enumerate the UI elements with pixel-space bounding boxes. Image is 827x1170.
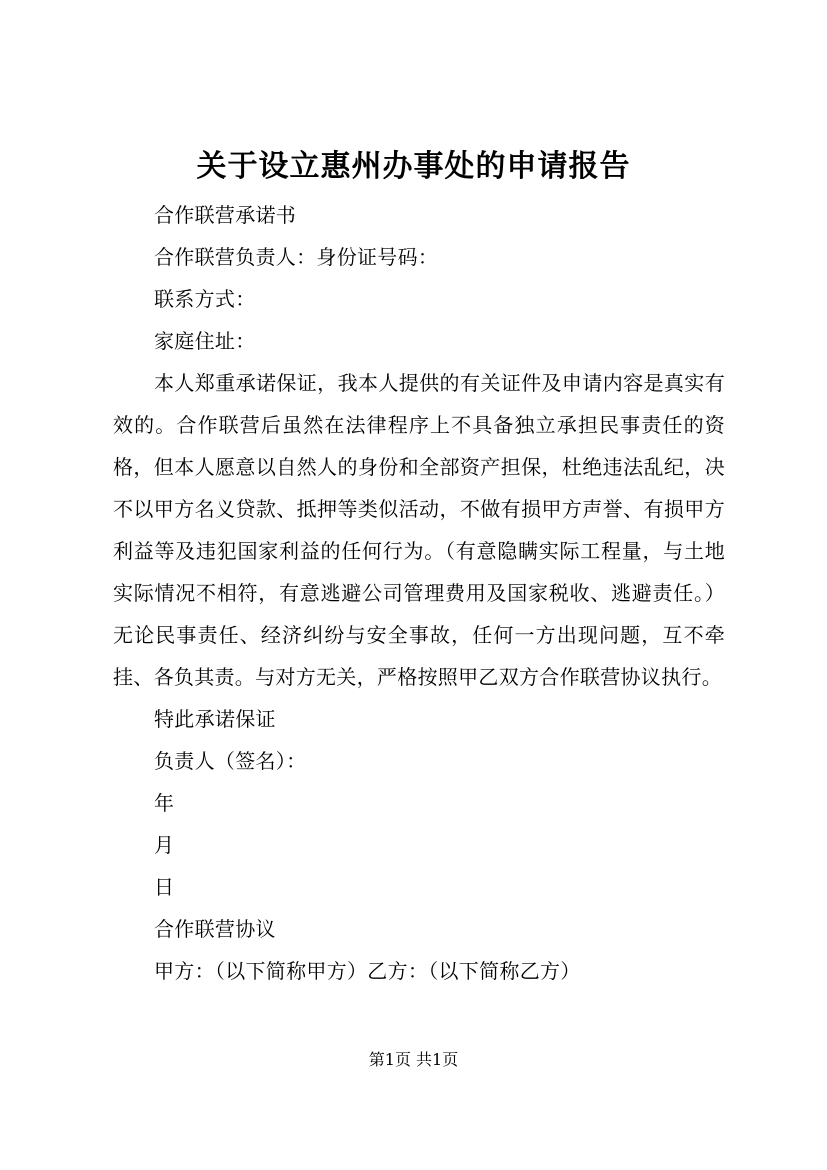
document-body [113, 194, 725, 992]
paragraph-hereby-commit: 特此承诺保证 [154, 707, 276, 731]
paragraph-agreement-heading: 合作联营协议 [154, 917, 276, 941]
paragraph-heading-commitment: 合作联营承诺书 [154, 203, 297, 227]
paragraph-commitment-body: 本人郑重承诺保证，我本人提供的有关证件及申请内容是真实有效的。合作联营后虽然在法律程序上不具备独立承担民事责任的资格，但本人愿意以自然人的身份和全部资产担保，杜绝违法乱纪，决不以甲方名义贷款、抵押等类似活动，不做有损甲方声誉、有损甲方利益等及违犯国家利益的任何行为。（有意隐瞒实际工程量，与土地实际情况不相符，有意逃避公司管理费用及国家税收、逃避责任。）无论民事责任、经济纠纷与安全事故，任何一方出现问题，互不牵挂、各负其责。与对方无关，严格按照甲乙双方合作联营协议执行。 [113, 371, 725, 689]
paragraph-signature: 负责人（签名）： [154, 749, 307, 773]
paragraph-home-address: 家庭住址： [154, 329, 256, 353]
document-title: 关于设立惠州办事处的申请报告 [196, 149, 631, 184]
paragraph-year: 年 [154, 791, 175, 815]
paragraph-month: 月 [154, 833, 175, 857]
paragraph-parties: 甲方：（以下简称甲方）乙方：（以下简称乙方） [154, 959, 581, 983]
page-footer: 第1页 共1页 [368, 1050, 459, 1069]
paragraph-contact-method: 联系方式： [154, 287, 256, 311]
paragraph-responsible-person-id: 合作联营负责人：身份证号码： [154, 245, 439, 269]
paragraph-day: 日 [154, 875, 175, 899]
